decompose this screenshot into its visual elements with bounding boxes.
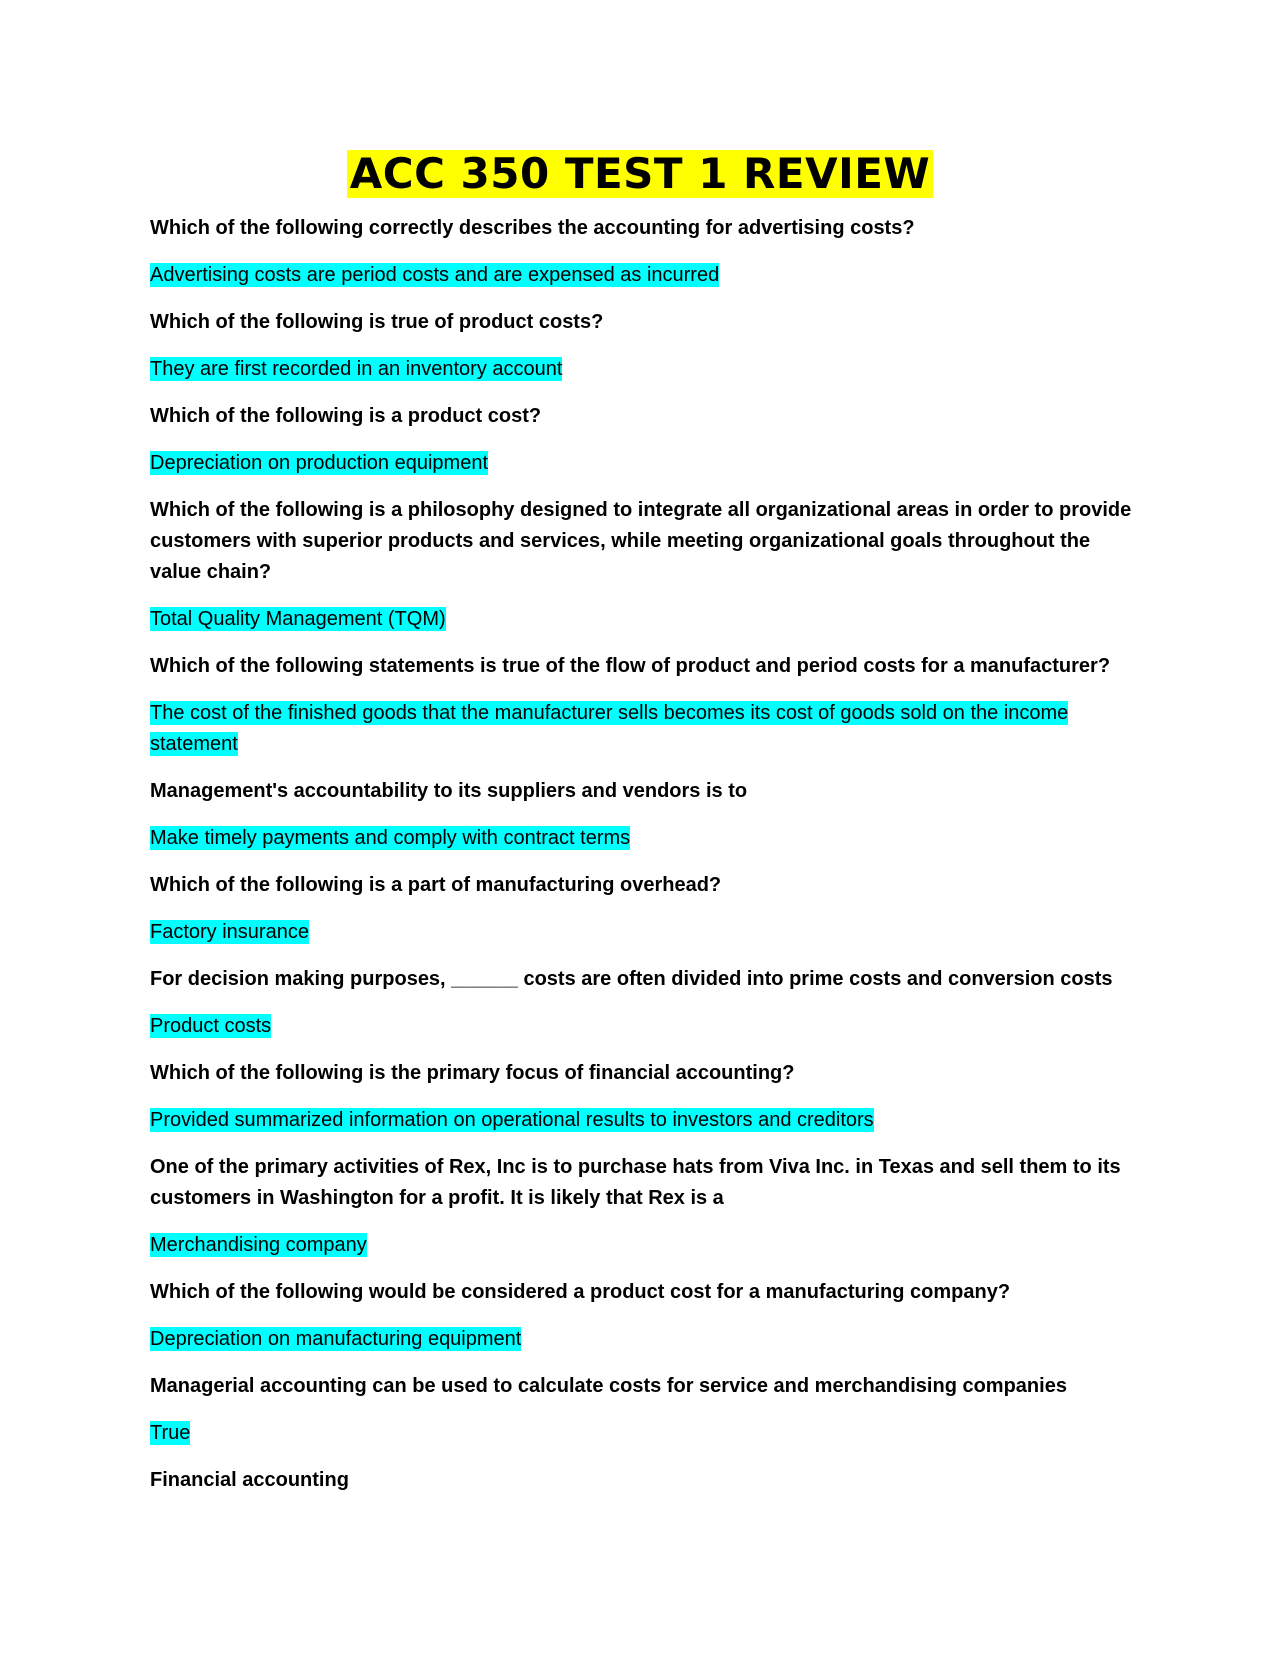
answer-highlight: Depreciation on production equipment [150,452,488,474]
answer-text [150,917,1135,948]
question-text: One of the primary activities of Rex, Inc is to purchase hats from Viva Inc. in Texas and sell them to its customers in Washington for a profit. It is likely that Rex is a [150,1156,1121,1209]
answer-text [150,260,1135,291]
answer-highlight: Depreciation on manufacturing equipment [150,1328,522,1350]
question-text: Management's accountability to its suppliers and vendors is to [150,780,748,802]
answer-highlight: True [150,1422,191,1444]
qa-list [150,213,1135,1512]
question-text: Which of the following is true of product costs? [150,311,604,333]
answer-text [150,604,1135,635]
question-text: Managerial accounting can be used to calculate costs for service and merchandising companies [150,1375,1067,1397]
question-text: For decision making purposes, ______ costs are often divided into prime costs and conversion costs [150,968,1113,990]
question-text: Which of the following is a product cost? [150,405,542,427]
answer-text [150,823,1135,854]
question-text: Which of the following is the primary focus of financial accounting? [150,1062,795,1084]
title-block [0,150,1280,198]
question-text: Financial accounting [150,1469,349,1491]
answer-text [150,1105,1135,1136]
answer-text [150,1324,1135,1355]
question-text: Which of the following statements is true of the flow of product and period costs for a manufacturer? [150,655,1111,677]
answer-text [150,698,1135,760]
answer-highlight: Total Quality Management (TQM) [150,608,446,630]
answer-text [150,354,1135,385]
page-title: ACC 350 TEST 1 REVIEW [347,150,933,198]
question-text: Which of the following correctly describes the accounting for advertising costs? [150,217,915,239]
answer-text [150,448,1135,479]
question-text: Which of the following is a part of manufacturing overhead? [150,874,722,896]
question-text: Which of the following would be considered a product cost for a manufacturing company? [150,1281,1011,1303]
answer-highlight: Advertising costs are period costs and are expensed as incurred [150,264,720,286]
answer-highlight: They are first recorded in an inventory account [150,358,563,380]
answer-text [150,1418,1135,1449]
answer-text [150,1230,1135,1261]
answer-highlight: Factory insurance [150,921,309,943]
question-text: Which of the following is a philosophy designed to integrate all organizational areas in order to provide customers with superior products and services, while meeting organizational goals throughout the value chain? [150,499,1132,583]
answer-text [150,1011,1135,1042]
answer-highlight: Product costs [150,1015,272,1037]
answer-highlight: Make timely payments and comply with contract terms [150,827,631,849]
answer-highlight: Provided summarized information on operational results to investors and creditors [150,1109,874,1131]
answer-highlight: The cost of the finished goods that the manufacturer sells becomes its cost of goods sold on the income statement [150,702,1069,755]
answer-highlight: Merchandising company [150,1234,367,1256]
